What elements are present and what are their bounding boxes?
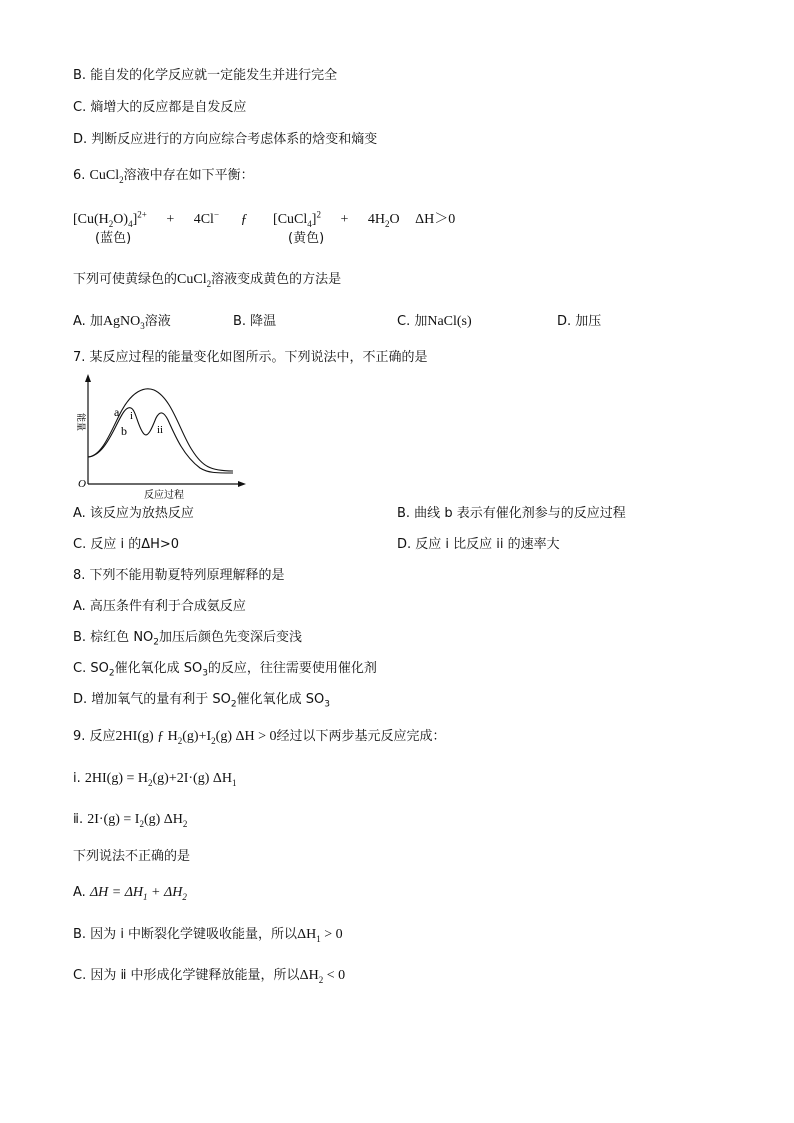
q6-eq-right: [CuCl$_4$]$^2$ (273, 209, 321, 229)
q7-stem: 7. 某反应过程的能量变化如图所示。下列说法中，不正确的是 (73, 350, 428, 365)
q6-yellow-label: (黄色) (288, 231, 325, 246)
q6-question-formula: CuCl$_2$ (177, 272, 212, 289)
q7-option-d: D. 反应 i 比反应 ii 的速率大 (397, 537, 560, 552)
q6-eq-left: $[Cu(H_2O)_4]^{2+}$ (73, 209, 147, 229)
q5-option-c: C. 熵增大的反应都是自发反应 (73, 100, 247, 115)
q6-option-b: B. 降温 (233, 314, 277, 329)
label-b: b (121, 424, 127, 438)
q6-number: 6. (73, 168, 86, 183)
q9-step-1: ⅰ. $2HI(g) = H_2(g)+2I\cdot(g)$ $\Delta H_1$ (73, 771, 237, 788)
q6-stem (73, 167, 254, 189)
q7-option-a: A. 该反应为放热反应 (73, 506, 194, 521)
origin-label: O (78, 478, 86, 490)
label-a: a (114, 405, 120, 419)
label-ii: ii (157, 424, 164, 436)
q6-water: $4H_2O$ (367, 211, 400, 229)
label-i: i (130, 410, 134, 422)
q6-equation (73, 205, 455, 232)
q6-formula: CuCl$_2$ (89, 168, 124, 185)
curve-b (88, 408, 233, 473)
q9-stem: 9. 反应2HI(g) ƒ $H_2(g)+I_2(g) \Delta H > 0$经过以下两步基元反应完成： (73, 729, 446, 746)
q9-option-b: B. 因为 ⅰ 中断裂化学键吸收能量，所以$\Delta H_1 > 0$ (73, 927, 343, 944)
q6-question: 下列可使黄绿色的CuCl$_2$溶液变成黄色的方法是 (73, 272, 342, 289)
q5-option-d: D. 判断反应进行的方向应综合考虑体系的焓变和熵变 (73, 132, 378, 147)
q6-delta-h: ΔH＞0 (415, 211, 456, 227)
q5-option-b: B. 能自发的化学反应就一定能发生并进行完全 (73, 68, 338, 83)
q7-option-b: B. 曲线 b 表示有催化剂参与的反应过程 (397, 506, 626, 521)
q9-step-2: ⅱ. $2I\cdot(g) = I_2(g)$ $\Delta H_2$ (73, 812, 188, 829)
q6-plus-1: + (166, 211, 175, 227)
q9-question: 下列说法不正确的是 (73, 849, 191, 864)
q6-stem-text: 溶液中存在如下平衡： (123, 168, 254, 183)
energy-diagram (68, 372, 253, 500)
x-axis-label: 反应过程 (144, 490, 184, 500)
q8-stem: 8. 下列不能用勒夏特列原理解释的是 (73, 568, 285, 583)
q6-chloride: 4Cl− (193, 209, 220, 227)
q6-blue-label: (蓝色) (95, 231, 132, 246)
q8-option-d: D. 增加氧气的量有利于 $SO_2$催化氧化成 $SO_3$ (73, 692, 330, 710)
q6-option-a: A. 加AgNO$_3$溶液 (73, 314, 171, 331)
q8-option-a: A. 高压条件有利于合成氨反应 (73, 599, 246, 614)
q9-option-a: A. $\Delta H = \Delta H_1 + \Delta H_2$ (73, 885, 187, 902)
q8-option-b: B. 棕红色 $NO_2$加压后颜色先变深后变浅 (73, 630, 303, 648)
q6-option-d: D. 加压 (557, 314, 602, 329)
q6-option-c: C. 加NaCl(s) (397, 314, 472, 329)
q9-stem-equation: 2HI(g) ƒ $H_2(g)+I_2(g) \Delta H > 0$ (115, 729, 277, 746)
q7-option-c: C. 反应 i 的ΔH>0 (73, 537, 180, 552)
x-axis-arrow (238, 481, 246, 487)
y-axis-label: 能量 (75, 413, 85, 432)
q6-plus-2: + (340, 211, 349, 227)
q6-equilibrium-arrow: ƒ (240, 211, 248, 227)
q8-option-c: C. $SO_2$催化氧化成 $SO_3$的反应，往往需要使用催化剂 (73, 661, 377, 679)
q9-option-c: C. 因为 ⅱ 中形成化学键释放能量，所以$\Delta H_2 < 0$ (73, 968, 346, 985)
y-axis-arrow (85, 374, 91, 382)
